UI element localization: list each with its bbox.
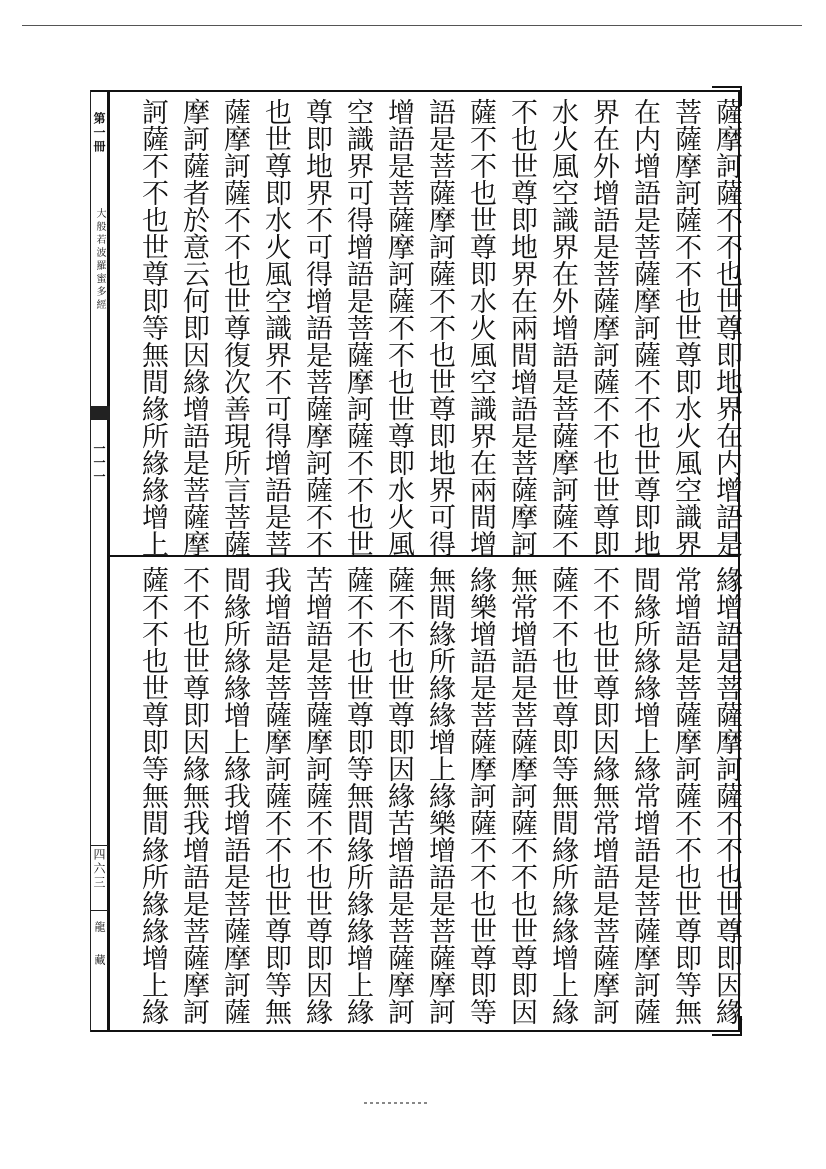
text-column: 緣增語是菩薩摩訶薩不不也世尊即因緣 [711, 566, 742, 1025]
text-column: 增語是菩薩摩訶薩不不也世尊即水火風 [383, 98, 414, 557]
text-column: 空識界可得增語是菩薩摩訶薩不不也世 [342, 98, 373, 557]
page-frame [90, 90, 740, 1032]
page-number: 四六三 [90, 845, 108, 890]
sutra-title: 大般若波羅蜜多經 [94, 208, 105, 312]
frame-top-border [90, 90, 740, 92]
text-column: 尊即地界不可得增語是菩薩摩訶薩不不 [301, 98, 332, 557]
text-column: 不不也世尊即因緣無我增語是菩薩摩訶 [178, 566, 209, 1025]
text-column: 菩薩摩訶薩不不也世尊即水火風空識界 [670, 98, 701, 557]
text-column: 訶薩不不也世尊即等無間緣所緣緣增上 [137, 98, 168, 557]
frame-left-inner-border [107, 90, 110, 1032]
text-column: 我增語是菩薩摩訶薩不不也世尊即等無 [260, 566, 291, 1025]
volume-label: 第一冊 [92, 112, 106, 154]
press-mark: 龍藏 [90, 910, 108, 1026]
text-column: 摩訶薩者於意云何即因緣增語是菩薩摩 [178, 98, 209, 557]
text-column: 也世尊即水火風空識界不可得增語是菩 [260, 98, 291, 557]
text-column: 薩摩訶薩不不也世尊復次善現所言菩薩 [219, 98, 250, 557]
frame-left-outer-border [90, 90, 91, 1032]
text-column: 苦增語是菩薩摩訶薩不不也世尊即因緣 [301, 566, 332, 1025]
text-column: 無常增語是菩薩摩訶薩不不也世尊即因 [506, 566, 537, 1025]
top-rule [22, 25, 802, 26]
text-column: 不不也世尊即因緣無常增語是菩薩摩訶 [588, 566, 619, 1025]
bottom-scan-mark [364, 1102, 428, 1104]
text-column: 間緣所緣緣增上緣常增語是菩薩摩訶薩 [629, 566, 660, 1025]
text-column: 水火風空識界在外增語是菩薩摩訶薩不 [547, 98, 578, 557]
text-column: 界在外增語是菩薩摩訶薩不不也世尊即 [588, 98, 619, 557]
text-column: 間緣所緣緣增上緣我增語是菩薩摩訶薩 [219, 566, 250, 1025]
text-column: 語是菩薩摩訶薩不不也世尊即地界可得 [424, 98, 455, 557]
frame-bottom-border [90, 1030, 740, 1032]
fold-mark [90, 406, 110, 420]
text-column: 薩不不也世尊即等無間緣所緣緣增上緣 [547, 566, 578, 1025]
text-column: 在内增語是菩薩摩訶薩不不也世尊即地 [629, 98, 660, 557]
text-column: 不也世尊即地界在兩間增語是菩薩摩訶 [506, 98, 537, 557]
text-column: 常增語是菩薩摩訶薩不不也世尊即等無 [670, 566, 701, 1025]
text-column: 薩不不也世尊即因緣苦增語是菩薩摩訶 [383, 566, 414, 1025]
text-column: 薩不不也世尊即等無間緣所緣緣增上緣 [137, 566, 168, 1025]
text-column: 薩摩訶薩不不也世尊即地界在内增語是 [711, 98, 742, 557]
text-column: 薩不不也世尊即水火風空識界在兩間增 [465, 98, 496, 557]
text-column: 緣樂增語是菩薩摩訶薩不不也世尊即等 [465, 566, 496, 1025]
sheet-number: 一一一 [92, 442, 106, 484]
text-column: 無間緣所緣緣增上緣樂增語是菩薩摩訶 [424, 566, 455, 1025]
text-column: 薩不不也世尊即等無間緣所緣緣增上緣 [342, 566, 373, 1025]
